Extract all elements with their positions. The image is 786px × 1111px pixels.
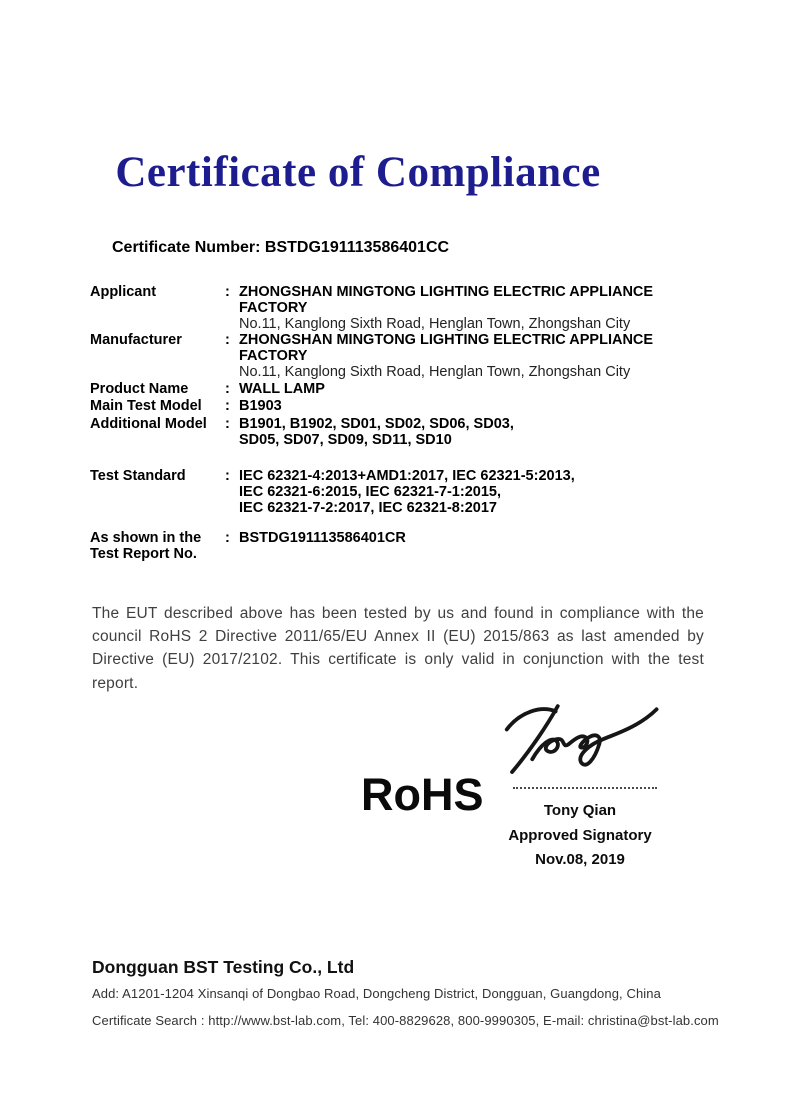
applicant-name-line2: FACTORY: [239, 300, 308, 316]
statement-line: council RoHS 2 Directive 2011/65/EU Annex II (EU) 2015/863 as last amended by: [92, 628, 704, 646]
page-title: Certificate of Compliance: [115, 149, 601, 196]
field-applicant: [90, 284, 740, 332]
field-value: [239, 332, 740, 380]
certificate-number: Certificate Number: BSTDG191113586401CC: [112, 239, 450, 256]
field-label: Main Test Model: [90, 398, 202, 414]
test-standard-line2: IEC 62321-6:2015, IEC 62321-7-1:2015,: [239, 484, 501, 500]
field-additional-model: [90, 416, 740, 448]
test-report-label-line2: Test Report No.: [90, 546, 197, 562]
field-label: Test Standard: [90, 468, 186, 484]
manufacturer-name-line1: ZHONGSHAN MINGTONG LIGHTING ELECTRIC APPLIANCE: [239, 332, 654, 348]
test-standard-line3: IEC 62321-7-2:2017, IEC 62321-8:2017: [239, 500, 497, 516]
footer-company-name: Dongguan BST Testing Co., Ltd: [92, 957, 355, 977]
field-value: [239, 530, 740, 546]
footer-contact-line: Certificate Search : http://www.bst-lab.com, Tel: 400-8829628, 800-9990305, E-mail: christina@bst-lab.com: [92, 1013, 719, 1028]
field-value: [239, 398, 740, 414]
rohs-logo: RoHS: [361, 769, 484, 820]
main-test-model-value: B1903: [239, 398, 282, 414]
signatory-name: Tony Qian: [543, 802, 617, 819]
field-main-test-model: [90, 398, 740, 414]
field-colon: :: [225, 332, 230, 348]
statement-line: Directive (EU) 2017/2102. This certificate is only valid in conjunction with the test: [92, 651, 704, 669]
field-label: Applicant: [90, 284, 157, 300]
field-manufacturer: [90, 332, 740, 380]
manufacturer-address: No.11, Kanglong Sixth Road, Henglan Town, Zhongshan City: [239, 364, 631, 380]
field-label: [90, 530, 225, 562]
test-standard-line1: IEC 62321-4:2013+AMD1:2017, IEC 62321-5:2013,: [239, 468, 575, 484]
field-colon: :: [225, 398, 230, 414]
details-table: [90, 284, 740, 562]
field-test-standard: [90, 468, 740, 516]
test-report-value: BSTDG191113586401CR: [239, 530, 406, 546]
signatory-role: Approved Signatory: [508, 826, 652, 844]
additional-model-line2: SD05, SD07, SD09, SD11, SD10: [239, 432, 452, 448]
signature-dotted-line: [513, 787, 657, 789]
field-colon: :: [225, 416, 230, 432]
field-label: Additional Model: [90, 416, 207, 432]
field-colon: :: [225, 284, 230, 300]
product-name-value: WALL LAMP: [239, 381, 325, 397]
compliance-statement: [92, 602, 704, 695]
additional-model-line1: B1901, B1902, SD01, SD02, SD06, SD03,: [239, 416, 514, 432]
field-label: Product Name: [90, 381, 189, 397]
field-colon: :: [225, 381, 230, 397]
signature-icon: [494, 698, 664, 778]
field-colon: :: [225, 468, 230, 484]
statement-line: report.: [92, 674, 139, 692]
field-value: [239, 284, 740, 332]
field-colon: :: [225, 530, 230, 546]
statement-line: The EUT described above has been tested by us and found in compliance with the: [92, 605, 704, 622]
applicant-address: No.11, Kanglong Sixth Road, Henglan Town, Zhongshan City: [239, 316, 631, 332]
field-value: [239, 468, 740, 516]
signatory-block: [488, 799, 672, 873]
field-value: [239, 416, 740, 448]
field-value: [239, 381, 740, 397]
field-test-report: [90, 530, 740, 562]
footer-address: Add: A1201-1204 Xinsanqi of Dongbao Road, Dongcheng District, Dongguan, Guangdong, China: [92, 986, 661, 1001]
field-product-name: [90, 381, 740, 397]
field-label: Manufacturer: [90, 332, 182, 348]
signature-date: Nov.08, 2019: [535, 851, 625, 868]
applicant-name-line1: ZHONGSHAN MINGTONG LIGHTING ELECTRIC APPLIANCE: [239, 284, 654, 300]
test-report-label-line1: As shown in the: [90, 530, 202, 546]
manufacturer-name-line2: FACTORY: [239, 348, 308, 364]
